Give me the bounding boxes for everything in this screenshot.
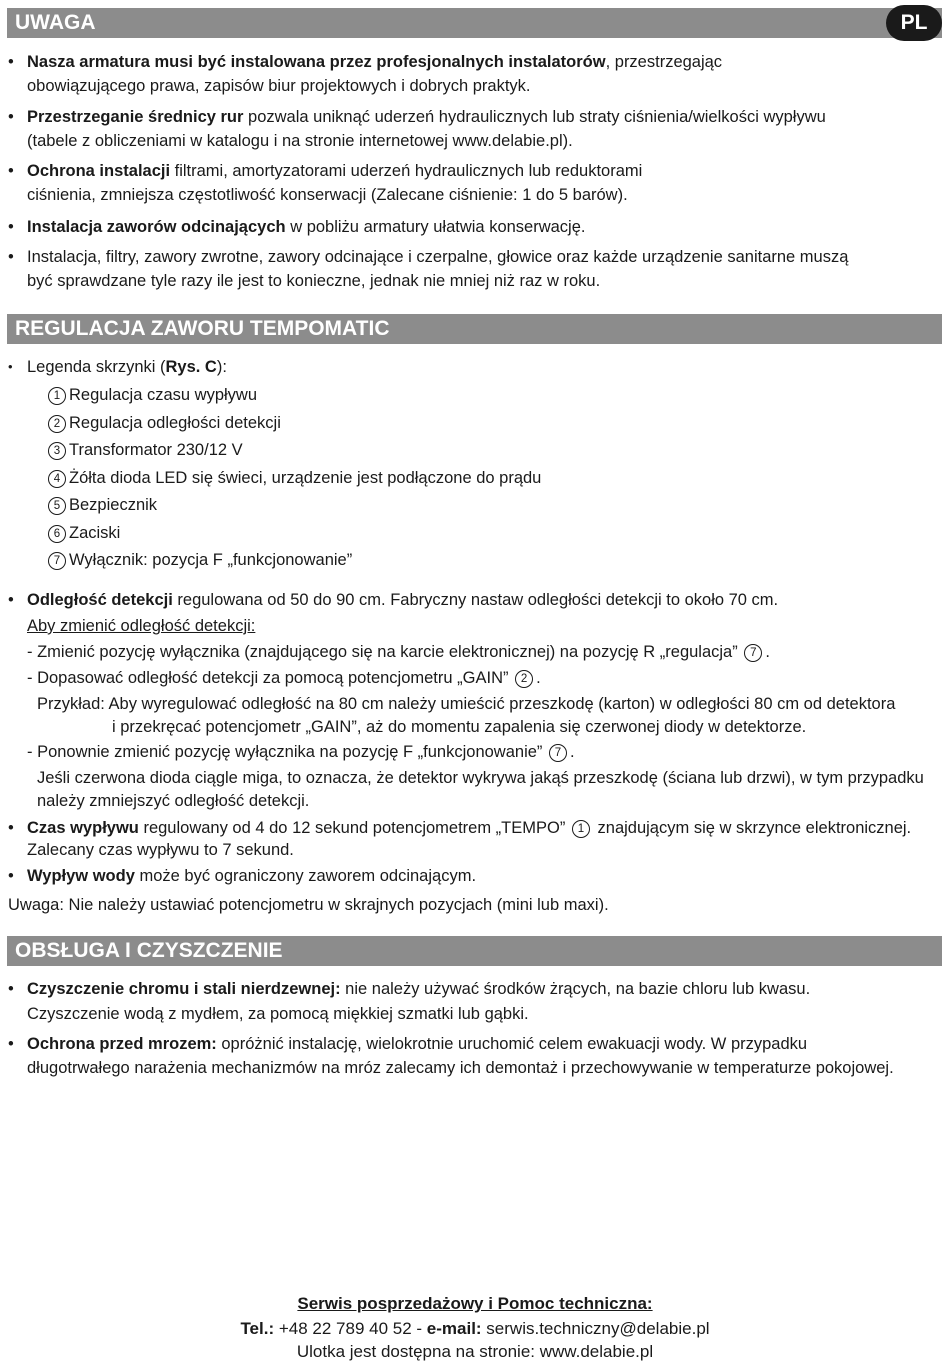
bullet: • (8, 108, 14, 126)
list-item: Instalacja, filtry, zawory zwrotne, zawory odcinające i czerpalne, głowice oraz każde urządzenie sanitarne muszą (27, 248, 849, 266)
bullet: • (8, 359, 13, 374)
number-circle-icon: 2 (515, 670, 533, 688)
section-header-obsluga (7, 936, 942, 966)
number-circle-icon: 3 (48, 442, 66, 460)
list-item-continuation: obowiązującego prawa, zapisów biur projektowych i dobrych praktyk. (27, 77, 531, 95)
number-circle-icon: 7 (549, 744, 567, 762)
legend-item: 5 Bezpiecznik (46, 493, 157, 517)
number-circle-icon: 7 (48, 552, 66, 570)
note-text: Jeśli czerwona dioda ciągle miga, to oznacza, że detektor wykrywa jakąś przeszkodę (ściana lub drzwi), w tym przypadku (37, 769, 924, 787)
time-paragraph: Czas wypływu regulowany od 4 do 12 sekund potencjometrem „TEMPO” 1 znajdującym się w skrzynce elektronicznej. (27, 819, 912, 837)
list-item: Przestrzeganie średnicy rur pozwala uniknąć uderzeń hydraulicznych lub straty ciśnienia/wielkości wypływu (27, 108, 826, 126)
number-circle-icon: 6 (48, 525, 66, 543)
change-heading: Aby zmienić odległość detekcji: (27, 617, 256, 635)
section-title: OBSŁUGA I CZYSZCZENIE (15, 939, 283, 962)
step-item: - Zmienić pozycję wyłącznika (znajdującego się na karcie elektronicznej) na pozycję R „regulacja” 7 . (27, 643, 770, 661)
language-badge: PL (886, 5, 942, 41)
legend-item: 6 Zaciski (46, 521, 120, 545)
legend-intro: Legenda skrzynki (Rys. C): (27, 358, 227, 376)
example-text: Przykład: Aby wyregulować odległość na 80 cm należy umieścić przeszkodę (karton) w odległości 80 cm od detektora (37, 695, 896, 713)
number-circle-icon: 4 (48, 470, 66, 488)
legend-item: 7 Wyłącznik: pozycja F „funkcjonowanie” (46, 548, 352, 572)
list-item-continuation: (tabele z obliczeniami w katalogu i na stronie internetowej www.delabie.pl). (27, 132, 573, 150)
section-title: REGULACJA ZAWORU TEMPOMATIC (15, 317, 390, 340)
number-circle-icon: 1 (572, 820, 590, 838)
number-circle-icon: 2 (48, 415, 66, 433)
list-item-continuation: Czyszczenie wodą z mydłem, za pomocą miękkiej szmatki lub gąbki. (27, 1005, 529, 1023)
warning-note: Uwaga: Nie należy ustawiać potencjometru w skrajnych pozycjach (mini lub maxi). (8, 896, 609, 914)
example-text-continuation: i przekręcać potencjometr „GAIN”, aż do momentu zapalenia się czerwonej diody w detektorze. (112, 718, 807, 736)
note-text-continuation: należy zmniejszyć odległość detekcji. (37, 792, 310, 810)
section-title: UWAGA (15, 11, 96, 34)
bullet: • (8, 1035, 14, 1053)
bullet: • (8, 248, 14, 266)
bullet: • (8, 162, 14, 180)
bullet: • (8, 591, 14, 609)
bullet: • (8, 980, 14, 998)
step-item: - Dopasować odległość detekcji za pomocą potencjometru „GAIN” 2 . (27, 669, 541, 687)
list-item: Czyszczenie chromu i stali nierdzewnej: nie należy używać środków żrących, na bazie chloru lub kwasu. (27, 980, 811, 998)
footer-contact: Tel.: +48 22 789 40 52 - e-mail: serwis.techniczny@delabie.pl (240, 1319, 710, 1338)
distance-paragraph: Odległość detekcji regulowana od 50 do 90 cm. Fabryczny nastaw odległości detekcji to około 70 cm. (27, 591, 779, 609)
legend-item: 1 Regulacja czasu wypływu (46, 383, 257, 407)
footer-heading: Serwis posprzedażowy i Pomoc techniczna: (297, 1294, 653, 1313)
legend-item: 3 Transformator 230/12 V (46, 438, 243, 462)
section-header-regulacja (7, 314, 942, 344)
legend-item: 4 Żółta dioda LED się świeci, urządzenie jest podłączone do prądu (46, 466, 541, 490)
list-item: Instalacja zaworów odcinających w pobliżu armatury ułatwia konserwację. (27, 218, 586, 236)
list-item-continuation: długotrwałego narażenia mechanizmów na mróz zalecamy ich demontaż i przechowywanie w temperaturze pokojowej. (27, 1059, 894, 1077)
bullet: • (8, 819, 14, 837)
number-circle-icon: 7 (744, 644, 762, 662)
list-item: Ochrona przed mrozem: opróżnić instalację, wielokrotnie uruchomić celem ewakuacji wody. W przypadku (27, 1035, 808, 1053)
time-paragraph-continuation: Zalecany czas wypływu to 7 sekund. (27, 841, 294, 859)
list-item: Nasza armatura musi być instalowana przez profesjonalnych instalatorów, przestrzegając (27, 53, 723, 71)
list-item: Ochrona instalacji filtrami, amortyzatorami uderzeń hydraulicznych lub reduktorami (27, 162, 643, 180)
list-item-continuation: być sprawdzane tyle razy ile jest to konieczne, jednak nie mniej niż raz w roku. (27, 272, 601, 290)
flow-paragraph: Wypływ wody może być ograniczony zaworem odcinającym. (27, 867, 477, 885)
list-item-continuation: ciśnienia, zmniejsza częstotliwość konserwacji (Zalecane ciśnienie: 1 do 5 barów). (27, 186, 628, 204)
legend-item: 2 Regulacja odległości detekcji (46, 411, 281, 435)
step-item: - Ponownie zmienić pozycję wyłącznika na pozycję F „funkcjonowanie” 7 . (27, 743, 575, 761)
bullet: • (8, 867, 14, 885)
number-circle-icon: 5 (48, 497, 66, 515)
bullet: • (8, 218, 14, 236)
footer-leaflet: Ulotka jest dostępna na stronie: www.delabie.pl (296, 1342, 654, 1361)
number-circle-icon: 1 (48, 387, 66, 405)
bullet: • (8, 53, 14, 71)
section-header-uwaga (7, 8, 942, 38)
